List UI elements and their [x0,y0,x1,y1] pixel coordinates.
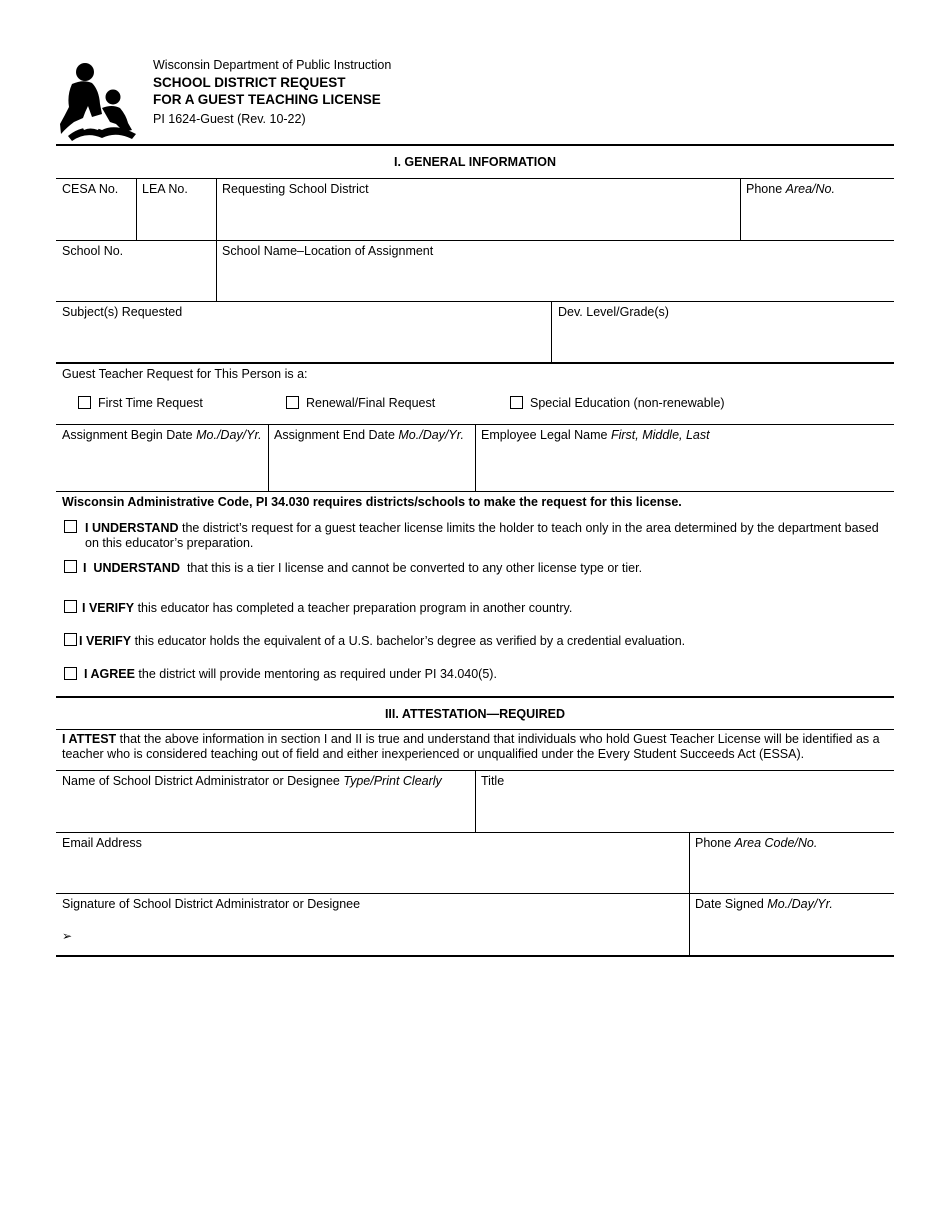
school-no-label: School No. [62,244,124,258]
cesa-field[interactable] [57,198,135,238]
phone-label-text: Phone [746,182,783,196]
statement-lead: I VERIFY [79,634,132,648]
divider [56,832,894,833]
section3-top-rule [56,696,894,698]
verify-degree-checkbox[interactable] [64,633,77,646]
divider [56,178,894,179]
begin-date-label [62,428,262,443]
divider [56,491,894,492]
form-number: PI 1624-Guest (Rev. 10-22) [153,112,306,126]
statement-lead: I VERIFY [82,601,135,615]
end-date-field[interactable] [269,446,474,490]
school-no-field[interactable] [57,260,215,300]
signature-arrow-icon: ➢ [62,929,73,943]
admin-name-label-text: Name of School District Administrator or Designee [62,774,340,788]
admin-phone-field[interactable] [690,852,893,892]
date-signed-hint: Mo./Day/Yr. [767,897,833,911]
title-field[interactable] [476,790,893,830]
statement-lead: I UNDERSTAND [85,521,179,535]
verify-degree-statement [79,634,685,649]
admin-name-label [62,774,442,789]
renewal-label: Renewal/Final Request [306,396,436,410]
date-signed-label [695,897,833,912]
renewal-checkbox[interactable] [286,396,299,409]
special-education-checkbox[interactable] [510,396,523,409]
phone-field[interactable] [741,198,893,238]
statement-text: the district will provide mentoring as required under PI 34.040(5). [134,667,497,681]
form-title-line2: FOR A GUEST TEACHING LICENSE [153,92,381,107]
verify-program-checkbox[interactable] [64,600,77,613]
begin-date-label-text: Assignment Begin Date [62,428,193,442]
dev-level-field[interactable] [552,321,893,361]
statement-text: this educator holds the equivalent of a U.S. bachelor’s degree as verified by a credential evaluation. [131,634,686,648]
begin-date-hint: Mo./Day/Yr. [196,428,262,442]
understand-area-checkbox[interactable] [64,520,77,533]
agree-mentoring-statement [84,667,497,682]
statement-text: this educator has completed a teacher preparation program in another country. [134,601,573,615]
adult-reading-to-child-logo-icon [58,60,138,142]
email-label: Email Address [62,836,142,850]
statement-lead: I AGREE [84,667,135,681]
attest-text: that the above information in section I and II is true and understand that individuals who hold Guest Teacher License will be identified as a teacher who is considered teaching out of field and either inexperienced or unqualified under the Every Student Succeeds Act (ESSA). [62,732,880,761]
agree-mentoring-checkbox[interactable] [64,667,77,680]
cesa-label: CESA No. [62,182,119,196]
statement-text: that this is a tier I license and cannot be converted to any other license type or tier. [180,561,643,575]
begin-date-field[interactable] [57,446,267,490]
attest-statement [62,732,892,762]
understand-tier-statement [83,561,642,576]
divider [56,301,894,302]
statement-text: the district’s request for a guest teacher license limits the holder to teach only in the area determined by the department based on this educator’s preparation. [85,521,879,550]
employee-name-label-text: Employee Legal Name [481,428,608,442]
code-statement: Wisconsin Administrative Code, PI 34.030 requires districts/schools to make the request for this license. [62,495,682,509]
end-date-label-text: Assignment End Date [274,428,395,442]
employee-name-field[interactable] [476,446,893,490]
first-time-label: First Time Request [98,396,203,410]
admin-phone-hint: Area Code/No. [734,836,818,850]
subjects-label: Subject(s) Requested [62,305,183,319]
district-label: Requesting School District [222,182,369,196]
statement-lead: I UNDERSTAND [83,561,180,575]
admin-phone-label [695,836,817,851]
divider [56,362,894,364]
agency-name: Wisconsin Department of Public Instruction [153,58,392,72]
divider [56,729,894,730]
date-signed-label-text: Date Signed [695,897,764,911]
divider [56,893,894,894]
employee-name-hint: First, Middle, Last [610,428,710,442]
section1-title: I. GENERAL INFORMATION [393,155,557,169]
signature-label: Signature of School District Administrator or Designee [62,897,361,911]
special-education-label: Special Education (non-renewable) [530,396,725,410]
end-date-hint: Mo./Day/Yr. [398,428,464,442]
understand-tier-checkbox[interactable] [64,560,77,573]
phone-label [746,182,835,197]
section1-top-rule [56,144,894,146]
admin-name-field[interactable] [57,790,474,830]
email-field[interactable] [57,852,688,892]
district-field[interactable] [217,198,739,238]
signature-field[interactable] [78,913,688,953]
admin-phone-label-text: Phone [695,836,732,850]
request-type-label: Guest Teacher Request for This Person is a: [62,367,308,381]
admin-name-hint: Type/Print Clearly [343,774,442,788]
end-date-label [274,428,464,443]
school-name-label: School Name–Location of Assignment [222,244,434,258]
phone-hint: Area/No. [785,182,835,196]
employee-name-label [481,428,710,443]
section3-title: III. ATTESTATION—REQUIRED [384,707,566,721]
verify-program-statement [82,601,572,616]
divider [56,240,894,241]
title-label: Title [481,774,505,788]
dev-level-label: Dev. Level/Grade(s) [558,305,669,319]
first-time-checkbox[interactable] [78,396,91,409]
attest-lead: I ATTEST [62,732,117,746]
lea-field[interactable] [137,198,215,238]
lea-label: LEA No. [142,182,188,196]
date-signed-field[interactable] [690,913,893,953]
form-bottom-rule [56,955,894,957]
subjects-field[interactable] [57,321,550,361]
understand-area-statement [85,521,893,551]
form-title-line1: SCHOOL DISTRICT REQUEST [153,75,346,90]
school-name-field[interactable] [217,260,893,300]
